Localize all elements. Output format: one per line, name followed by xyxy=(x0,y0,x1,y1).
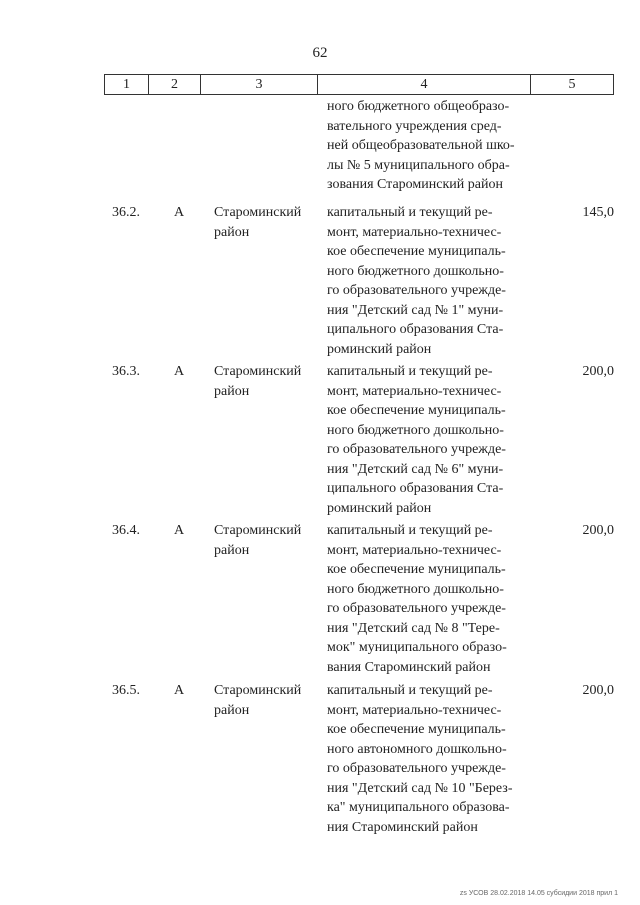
description-line: роминский район xyxy=(327,500,432,516)
description-line: ципального образования Ста- xyxy=(327,322,504,337)
description-line: ного бюджетного дошкольно- xyxy=(327,581,504,597)
row-number: 36.2. xyxy=(112,205,140,220)
row-district: Староминский район xyxy=(214,205,302,240)
description-line: кое обеспечение муниципаль- xyxy=(327,562,506,577)
description-line: ния "Детский сад № 6" муни- xyxy=(327,461,504,477)
page-number: 62 xyxy=(312,45,328,61)
description-line: ния Староминский район xyxy=(327,819,478,835)
description-line: ка" муниципального образова- xyxy=(327,800,510,815)
table-row xyxy=(104,362,614,516)
description-line: го образовательного учрежде- xyxy=(327,442,506,457)
description-line: мок" муниципального образо- xyxy=(327,640,507,655)
description-line: капитальный и текущий ре- xyxy=(327,364,493,379)
description-line: го образовательного учрежде- xyxy=(327,601,506,616)
continued-line: лы № 5 муниципального обра- xyxy=(327,157,510,173)
footer-code: zs УСОВ 28.02.2018 14.05 субсидии 2018 прил 1 xyxy=(459,890,618,897)
header-col-5: 5 xyxy=(568,76,576,92)
row-category: А xyxy=(174,683,185,698)
row-district: Староминский район xyxy=(214,364,302,399)
row-number: 36.4. xyxy=(112,523,140,538)
description-line: кое обеспечение муниципаль- xyxy=(327,403,506,418)
description-line: ния "Детский сад № 10 "Берез- xyxy=(327,780,513,796)
row-district: Староминский район xyxy=(214,683,302,718)
description-line: роминский район xyxy=(327,341,432,357)
continued-line: зования Староминский район xyxy=(327,177,503,192)
description-line: ния "Детский сад № 1" муни- xyxy=(327,302,504,318)
table-row xyxy=(104,681,614,835)
row-category: А xyxy=(174,364,185,379)
row-amount: 145,0 xyxy=(582,205,614,220)
description-line: капитальный и текущий ре- xyxy=(327,683,493,698)
row-amount: 200,0 xyxy=(582,683,614,698)
row-amount: 200,0 xyxy=(582,523,614,538)
table-row xyxy=(104,521,614,675)
description-line: ного бюджетного дошкольно- xyxy=(327,422,504,438)
row-description xyxy=(327,681,527,837)
row-description xyxy=(327,203,527,359)
row-category: А xyxy=(174,523,185,538)
row-description xyxy=(327,362,527,518)
description-line: го образовательного учрежде- xyxy=(327,761,506,776)
header-col-2: 2 xyxy=(149,75,201,94)
description-line: кое обеспечение муниципаль- xyxy=(327,722,506,737)
description-line: монт, материально-техничес- xyxy=(327,702,502,718)
row-number: 36.5. xyxy=(112,683,140,698)
continued-line: ней общеобразовательной шко- xyxy=(327,138,515,153)
header-col-1: 1 xyxy=(105,75,149,94)
row-district: Староминский район xyxy=(214,523,302,558)
description-line: ния "Детский сад № 8 "Тере- xyxy=(327,620,500,636)
header-col-3: 3 xyxy=(201,75,318,94)
description-line: вания Староминский район xyxy=(327,659,491,675)
description-line: капитальный и текущий ре- xyxy=(327,205,493,220)
header-col-4: 4 xyxy=(318,75,531,94)
row-category: А xyxy=(174,205,185,220)
description-line: ного автономного дошкольно- xyxy=(327,741,507,757)
row-amount: 200,0 xyxy=(582,364,614,379)
description-line: ципального образования Ста- xyxy=(327,481,504,496)
table-row xyxy=(104,203,614,357)
continued-line: ного бюджетного общеобразо- xyxy=(327,99,510,114)
description-line: монт, материально-техничес- xyxy=(327,542,502,558)
table-header xyxy=(104,74,614,95)
description-line: го образовательного учрежде- xyxy=(327,283,506,298)
description-line: монт, материально-техничес- xyxy=(327,383,502,399)
row-description xyxy=(327,521,527,677)
description-line: монт, материально-техничес- xyxy=(327,224,502,240)
description-line: кое обеспечение муниципаль- xyxy=(327,244,506,259)
continued-line: вательного учреждения сред- xyxy=(327,118,502,134)
continued-description xyxy=(327,97,527,195)
row-number: 36.3. xyxy=(112,364,140,379)
description-line: капитальный и текущий ре- xyxy=(327,523,493,538)
description-line: ного бюджетного дошкольно- xyxy=(327,263,504,279)
